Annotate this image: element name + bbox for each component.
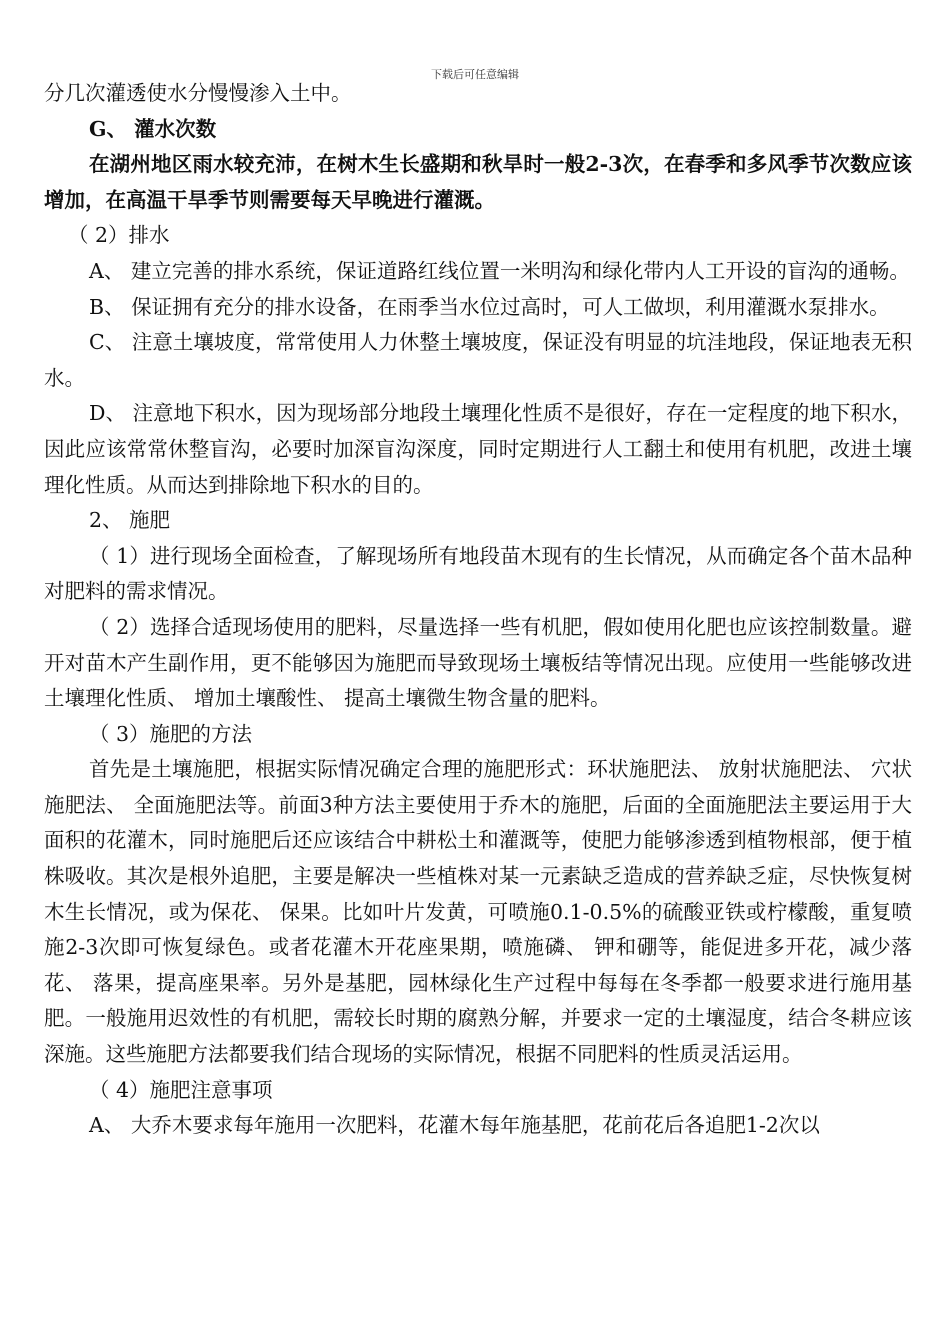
paragraph-fertilization-2: （ 2）选择合适现场使用的肥料，尽量选择一些有机肥，假如使用化肥也应该控制数量。避开对苗木产生副作用，更不能够因为施肥而导致现场土壤板结等情况出现。应使用一些能够改进土壤理化性质、 增加土壤酸性、 提高土壤微生物含量的肥料。: [44, 614, 912, 711]
document-body: [44, 76, 912, 1144]
paragraph-fertilization-methods: 首先是土壤施肥，根据实际情况确定合理的施肥形式：环状施肥法、 放射状施肥法、 穴状施肥法、 全面施肥法等。前面3种方法主要使用于乔木的施肥，后面的全面施肥法主要运用于大面积的花灌木，同时施肥后还应该结合中耕松土和灌溉等，使肥力能够渗透到植物根部，便于植株吸收。其次是根外追肥，主要是解决一些植株对某一元素缺乏造成的营养缺乏症，尽快恢复树木生长情况，或为保花、 保果。比如叶片发黄，可喷施0.1-0.5%的硫酸亚铁或柠檬酸，重复喷施2-3次即可恢复绿色。或者花灌木开花座果期，喷施磷、 钾和硼等，能促进多开花，减少落花、 落果，提高座果率。另外是基肥，园林绿化生产过程中每每在冬季都一般要求进行施用基肥。一般施用迟效性的有机肥，需较长时期的腐熟分解，并要求一定的土壤湿度，结合冬耕应该深施。这些施肥方法都要我们结合现场的实际情况，根据不同肥料的性质灵活运用。: [44, 757, 912, 1067]
heading-fertilization-methods: （ 3）施肥的方法: [89, 721, 253, 746]
paragraph-drainage-b: B、 保证拥有充分的排水设备，在雨季当水位过高时，可人工做坝，利用灌溉水泵排水。: [89, 294, 890, 319]
paragraph-drainage-a: A、 建立完善的排水系统，保证道路红线位置一米明沟和绿化带内人工开设的盲沟的通畅。: [89, 258, 910, 283]
heading-g-irrigation-frequency: G、 灌水次数: [89, 116, 217, 141]
paragraph-drainage-c: C、 注意土壤坡度，常常使用人力休整土壤坡度，保证没有明显的坑洼地段，保证地表无积水。: [44, 330, 912, 390]
paragraph-fertilization-notes-a: A、 大乔木要求每年施用一次肥料，花灌木每年施基肥，花前花后各追肥1-2次以: [89, 1113, 820, 1138]
heading-fertilization-notes: （ 4）施肥注意事项: [89, 1077, 273, 1102]
paragraph-continuation: 分几次灌透使水分慢慢渗入土中。: [44, 81, 352, 105]
paragraph-fertilization-1: （ 1）进行现场全面检查，了解现场所有地段苗木现有的生长情况，从而确定各个苗木品种对肥料的需求情况。: [44, 543, 912, 604]
heading-fertilization: 2、 施肥: [89, 508, 171, 533]
heading-drainage: （ 2）排水: [68, 223, 170, 248]
page-header: 下载后可任意编辑: [431, 68, 519, 81]
paragraph-drainage-d: D、 注意地下积水，因为现场部分地段土壤理化性质不是很好，存在一定程度的地下积水，因此应该常常休整盲沟，必要时加深盲沟深度，同时定期进行人工翻土和使用有机肥，改进土壤理化性质。从而达到排除地下积水的目的。: [44, 401, 912, 497]
paragraph-irrigation-frequency: 在湖州地区雨水较充沛，在树木生长盛期和秋旱时一般2-3次，在春季和多风季节次数应该增加，在高温干旱季节则需要每天早晚进行灌溉。: [44, 152, 912, 212]
